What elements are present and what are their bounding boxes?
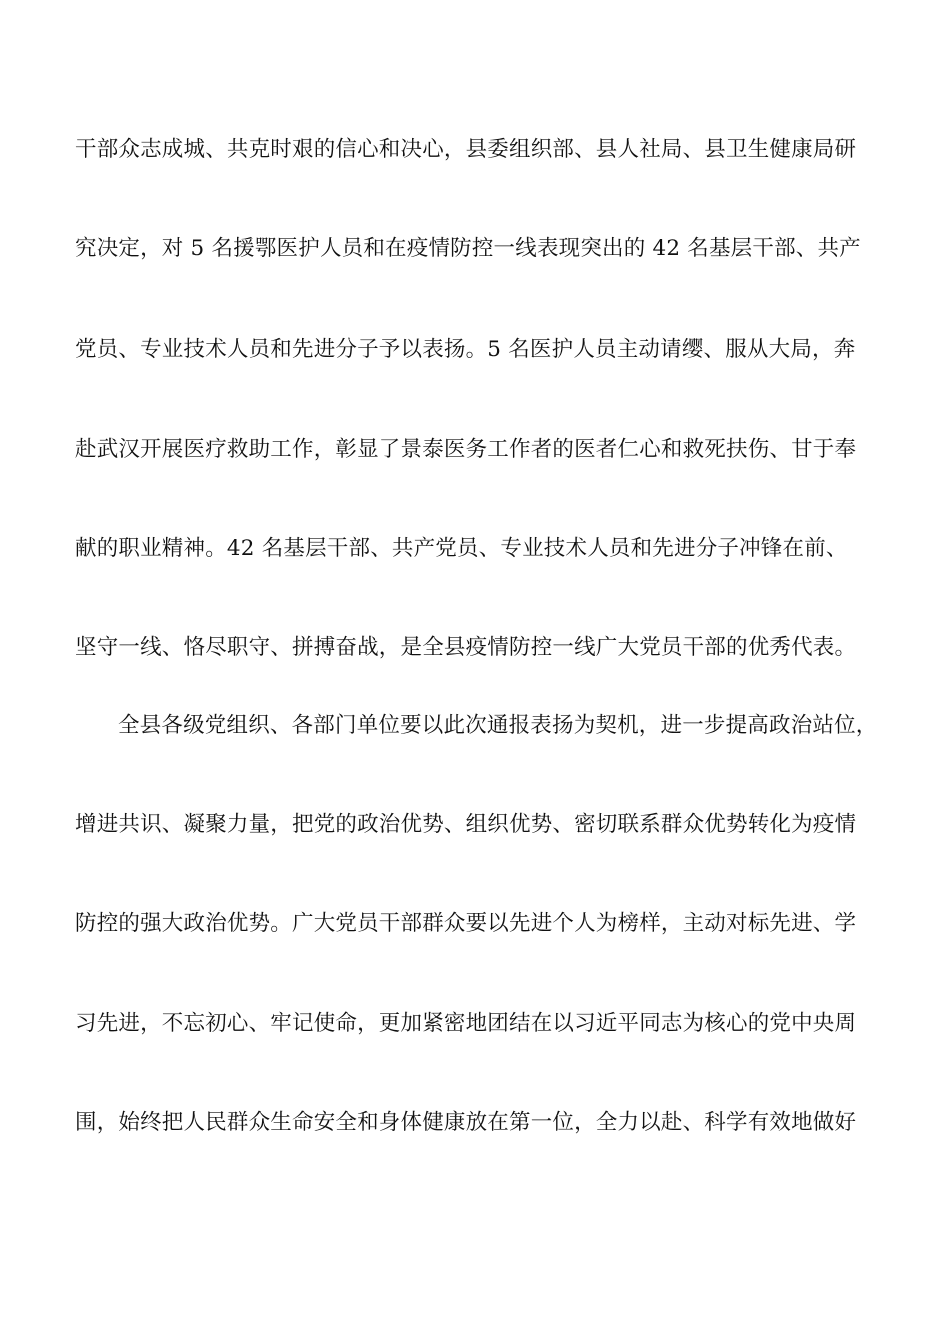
text-line: 干部众志成城、共克时艰的信心和决心，县委组织部、县人社局、县卫生健康局研 xyxy=(75,137,857,162)
text-line: 献的职业精神。42 名基层干部、共产党员、专业技术人员和先进分子冲锋在前、 xyxy=(75,536,848,561)
text-line: 究决定，对 5 名援鄂医护人员和在疫情防控一线表现突出的 42 名基层干部、共产 xyxy=(75,236,861,261)
text-line: 党员、专业技术人员和先进分子予以表扬。5 名医护人员主动请缨、服从大局，奔 xyxy=(75,337,856,362)
text-line: 围，始终把人民群众生命安全和身体健康放在第一位，全力以赴、科学有效地做好 xyxy=(75,1110,857,1135)
text-line: 赴武汉开展医疗救助工作，彰显了景泰医务工作者的医者仁心和救死扶伤、甘于奉 xyxy=(75,437,857,462)
text-line: 增进共识、凝聚力量，把党的政治优势、组织优势、密切联系群众优势转化为疫情 xyxy=(75,812,857,837)
text-line: 习先进，不忘初心、牢记使命，更加紧密地团结在以习近平同志为核心的党中央周 xyxy=(75,1011,857,1036)
text-line: 防控的强大政治优势。广大党员干部群众要以先进个人为榜样，主动对标先进、学 xyxy=(75,911,857,936)
text-line: 全县各级党组织、各部门单位要以此次通报表扬为契机，进一步提高政治站位， xyxy=(118,713,878,738)
text-line: 坚守一线、恪尽职守、拼搏奋战，是全县疫情防控一线广大党员干部的优秀代表。 xyxy=(75,635,857,660)
